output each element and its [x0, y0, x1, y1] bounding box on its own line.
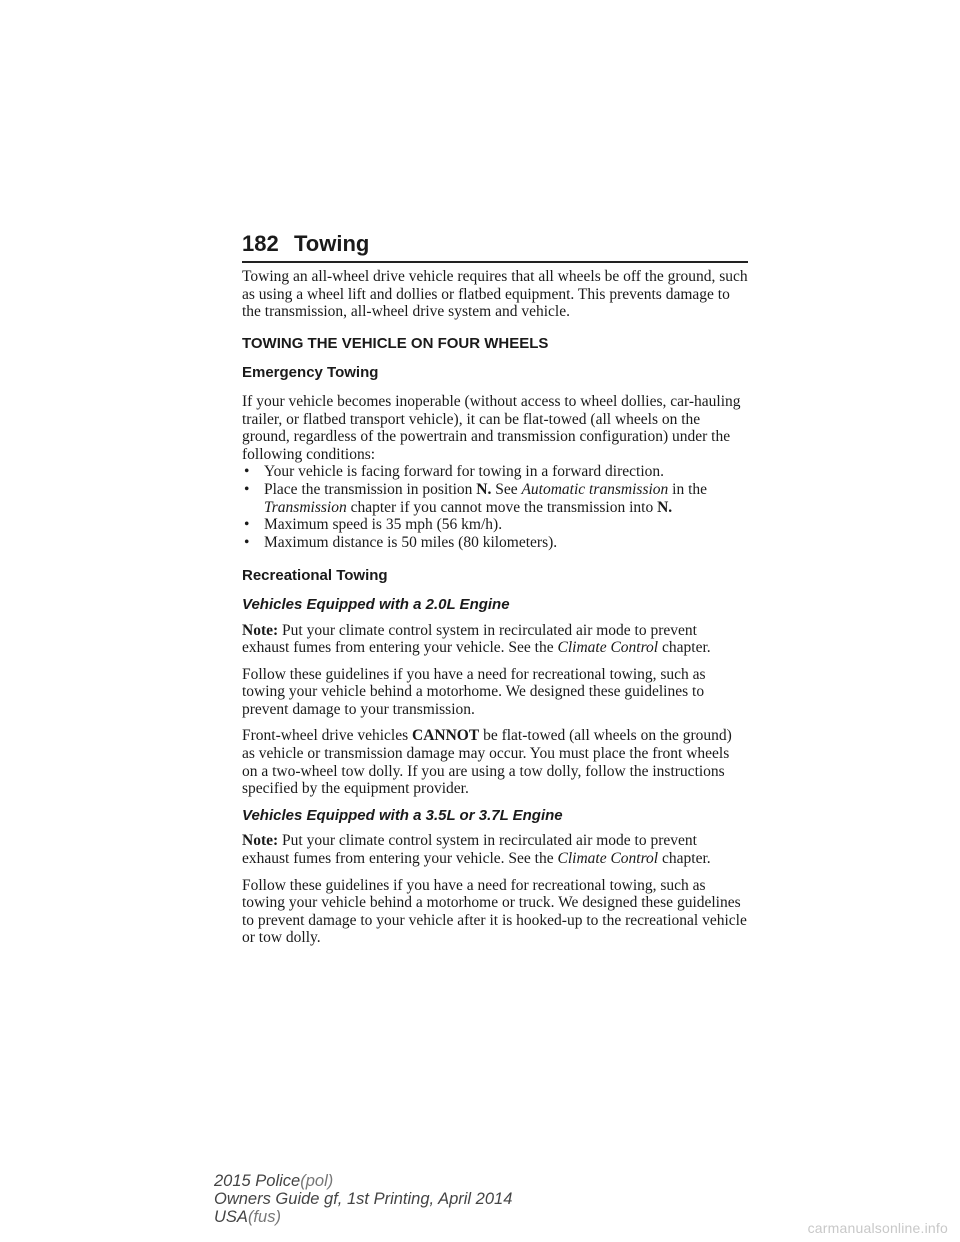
footer-line: 2015 Police(pol) [214, 1172, 334, 1190]
page-footer [214, 1172, 512, 1226]
footer-line: USA(fus) [214, 1208, 281, 1226]
footer-line: Owners Guide gf, 1st Printing, April 2014 [214, 1190, 513, 1208]
heading-emergency-towing: Emergency Towing [242, 364, 379, 382]
guidelines-paragraph: Follow these guidelines if you have a need for recreational towing, such as towing your vehicle behind a motorhome or truck. We designed these guidelines to prevent damage to your vehicle after it is hooked-up to the recreational vehicle or tow dolly. [242, 876, 747, 947]
cross-reference: Climate Control [557, 639, 659, 657]
intro-paragraph: Towing an all-wheel drive vehicle requires that all wheels be off the ground, such as using a wheel lift and dollies or flatbed equipment. This prevents damage to the transmission, all-wheel drive system and vehicle. [242, 268, 748, 321]
cross-reference: Transmission [264, 498, 347, 516]
watermark: carmanualsonline.info [807, 1220, 948, 1236]
conditions-list [242, 463, 748, 551]
list-item: • Your vehicle is facing forward for towing in a forward direction. [244, 463, 665, 481]
bullet-icon: • [244, 533, 250, 551]
note-paragraph: Note: Put your climate control system in recirculated air mode to prevent exhaust fumes from entering your vehicle. See the Climate Control chapter. [242, 621, 711, 657]
fwd-warning-paragraph: Front-wheel drive vehicles CANNOT be flat-towed (all wheels on the ground) as vehicle or transmission damage may occur. You must place the front wheels on a two-wheel tow dolly. If you are using a tow dolly, follow the instructions specified by the equipment provider. [242, 727, 732, 798]
page-content [242, 268, 748, 956]
heading-recreational-towing: Recreational Towing [242, 567, 388, 585]
cross-reference: Climate Control [557, 850, 659, 868]
page-number: 182 [242, 231, 279, 256]
section-title: Towing [294, 231, 370, 256]
list-item: • Maximum speed is 35 mph (56 km/h). [244, 516, 503, 534]
bullet-icon: • [244, 480, 250, 498]
heading-engine-3-5l-3-7l: Vehicles Equipped with a 3.5L or 3.7L Engine [242, 806, 563, 824]
note-label: Note: [242, 832, 279, 850]
cross-reference: Automatic transmission [521, 480, 669, 498]
list-item: • Place the transmission in position N. See Automatic transmission in the Transmission chapter if you cannot move the transmission into N. [244, 480, 708, 516]
page-header [242, 231, 748, 263]
heading-four-wheels: TOWING THE VEHICLE ON FOUR WHEELS [242, 334, 549, 352]
bullet-icon: • [244, 463, 250, 481]
note-paragraph: Note: Put your climate control system in recirculated air mode to prevent exhaust fumes from entering your vehicle. See the Climate Control chapter. [242, 832, 711, 868]
heading-engine-2-0l: Vehicles Equipped with a 2.0L Engine [242, 595, 510, 613]
note-label: Note: [242, 621, 279, 639]
guidelines-paragraph: Follow these guidelines if you have a need for recreational towing, such as towing your vehicle behind a motorhome. We designed these guidelines to prevent damage to your transmission. [242, 665, 706, 718]
bullet-icon: • [244, 516, 250, 534]
emergency-paragraph: If your vehicle becomes inoperable (without access to wheel dollies, car-hauling trailer, or flatbed transport vehicle), it can be flat-towed (all wheels on the ground, regardless of the powertrain and transmission configuration) under the following conditions: [242, 392, 741, 463]
list-item: • Maximum distance is 50 miles (80 kilometers). [244, 533, 558, 551]
